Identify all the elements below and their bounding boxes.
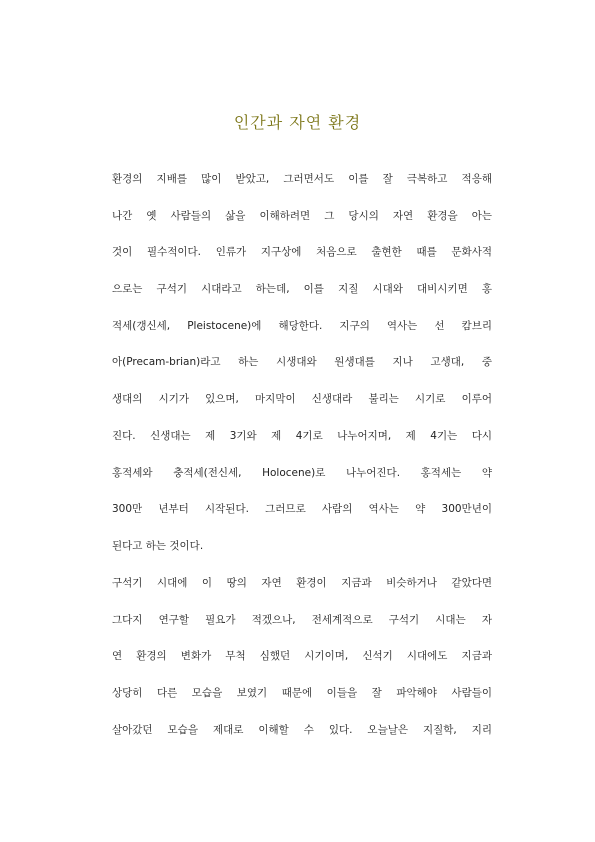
paragraph-line: 300만 년부터 시작된다. 그러므로 사람의 역사는 약 300만년이 [112,503,492,516]
document-title: 인간과 자연 환경 [233,113,362,132]
paragraph-line: 으로는 구석기 시대라고 하는데, 이를 지질 시대와 대비시키면 홍 [112,283,492,296]
paragraph-line: 홍적세와 충적세(전신세, Holocene)로 나누어진다. 홍적세는 약 [112,466,492,479]
paragraph-1 [112,172,492,576]
paragraph-line: 구석기 시대에 이 땅의 자연 환경이 지금과 비슷하거나 같았다면 [112,577,492,589]
paragraph-line: 연 환경의 변화가 무척 심했던 시기이며, 신석기 시대에도 지금과 [112,650,492,663]
paragraph-line: 상당히 다른 모습을 보였기 때문에 이들을 잘 파악해야 사람들이 [112,687,492,700]
paragraph-2 [112,576,492,759]
paragraph-line: 환경의 지배를 많이 받았고, 그러면서도 이를 잘 극복하고 적응해 [112,173,492,185]
paragraph-line: 것이 필수적이다. 인류가 지구상에 처음으로 출현한 때를 문화사적 [112,246,492,259]
paragraph-line: 아(Precam-brian)라고 하는 시생대와 원생대를 지나 고생대, 중 [112,356,492,369]
paragraph-line: 나간 옛 사람들의 삶을 이해하려면 그 당시의 자연 환경을 아는 [112,209,492,222]
paragraph-line: 생대의 시기가 있으며, 마지막이 신생대라 불리는 시기로 이루어 [112,393,492,406]
paragraph-line: 적세(갱신세, Pleistocene)에 해당한다. 지구의 역사는 선 캄브리 [112,319,492,332]
paragraph-line: 살아갔던 모습을 제대로 이해할 수 있다. 오늘날은 지질학, 지리 [112,723,492,736]
paragraph-line: 된다고 하는 것이다. [112,539,204,552]
paragraph-line: 그다지 연구할 필요가 적겠으나, 전세계적으로 구석기 시대는 자 [112,613,492,626]
paragraph-line: 진다. 신생대는 제 3기와 제 4기로 나누어지며, 제 4기는 다시 [112,429,492,442]
